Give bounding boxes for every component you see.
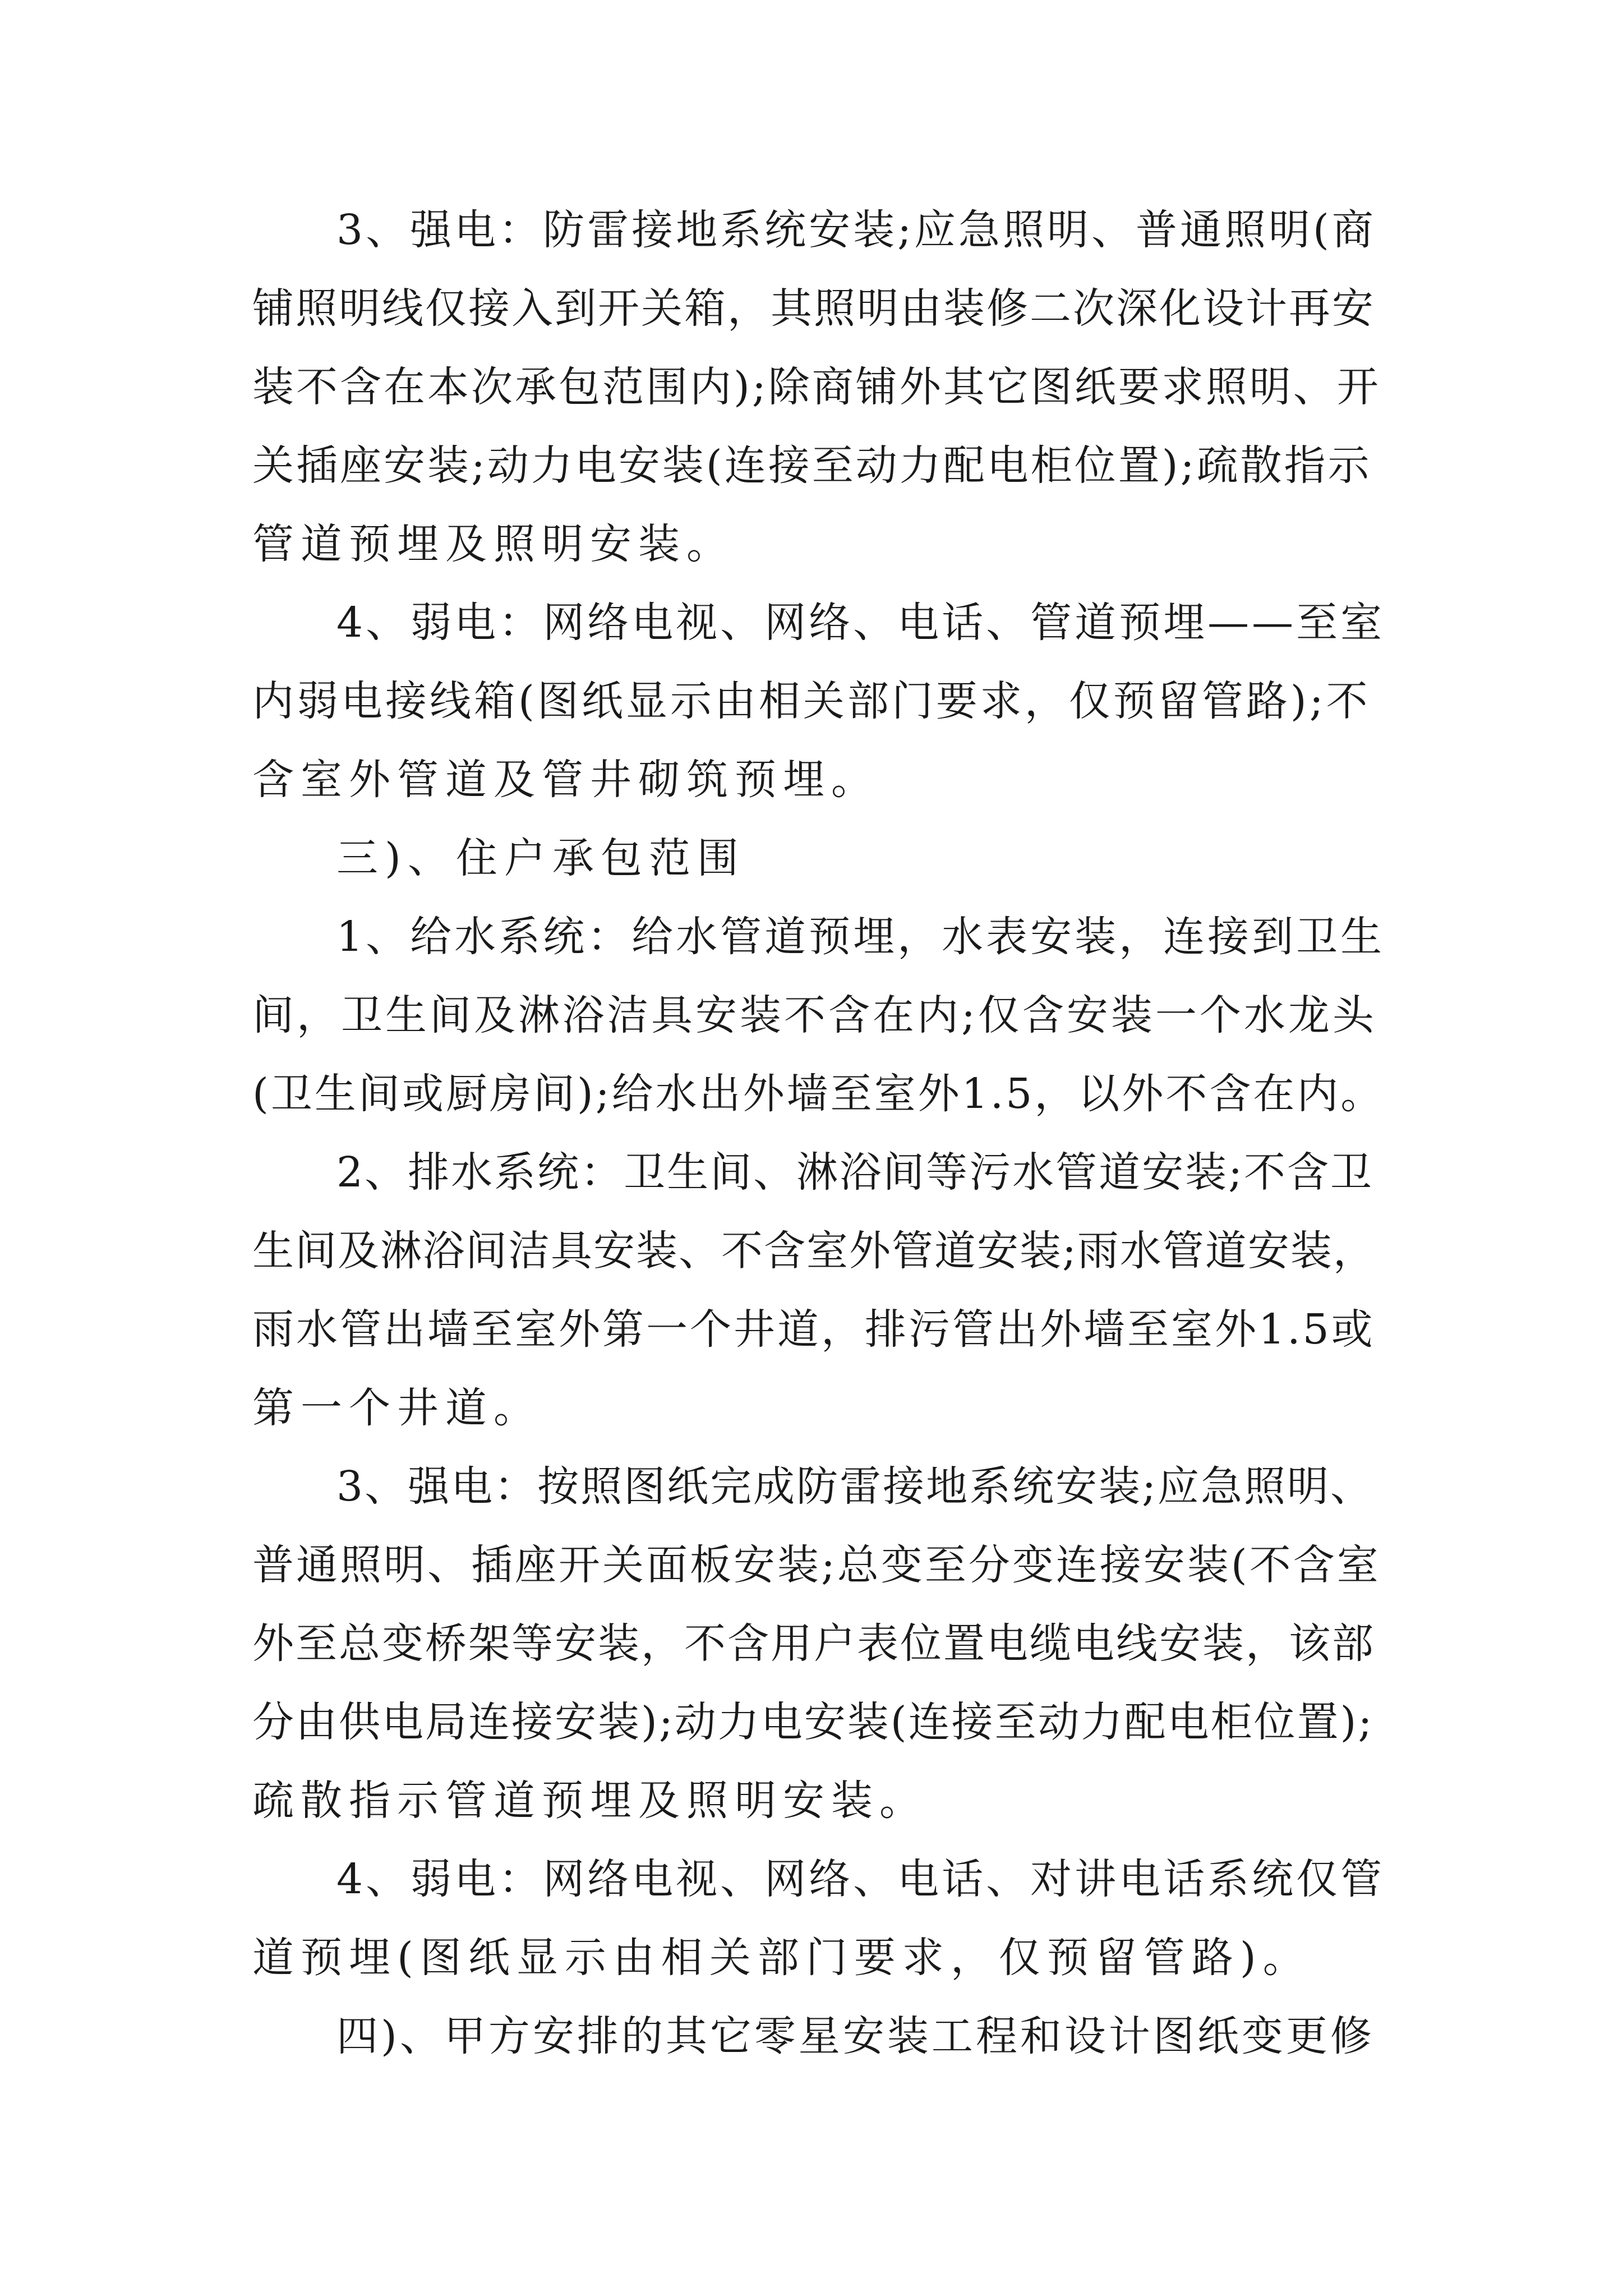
- text-line: 普通照明、插座开关面板安装;总变至分变连接安装(不含室: [252, 1541, 1381, 1589]
- text-line: 3、强电：按照图纸完成防雷接地系统安装;应急照明、: [336, 1462, 1374, 1511]
- text-line: 2、排水系统：卫生间、淋浴间等污水管道安装;不含卫: [336, 1148, 1374, 1197]
- text-line: (卫生间或厨房间);给水出外墙至室外1.5，以外不含在内。: [252, 1070, 1385, 1118]
- text-line: 装不含在本次承包范围内);除商铺外其它图纸要求照明、开: [252, 363, 1381, 411]
- text-line: 1、给水系统：给水管道预埋，水表安装，连接到卫生: [336, 913, 1385, 961]
- text-line: 内弱电接线箱(图纸显示由相关部门要求，仅预留管路);不: [252, 677, 1371, 725]
- text-line: 4、弱电：网络电视、网络、电话、对讲电话系统仅管: [336, 1855, 1385, 1903]
- text-line: 间，卫生间及淋浴洁具安装不含在内;仅含安装一个水龙头: [252, 991, 1377, 1039]
- text-line: 第一个井道。: [252, 1384, 542, 1432]
- text-line: 雨水管出墙至室外第一个井道，排污管出外墙至室外1.5或: [252, 1305, 1375, 1354]
- text-line: 关插座安装;动力电安装(连接至动力配电柜位置);疏散指示: [252, 441, 1372, 490]
- text-line: 4、弱电：网络电视、网络、电话、管道预埋——至室: [336, 599, 1385, 647]
- text-line: 含室外管道及管井砌筑预埋。: [252, 756, 879, 804]
- text-line: 3、强电：防雷接地系统安装;应急照明、普通照明(商: [336, 206, 1376, 254]
- text-line: 疏散指示管道预埋及照明安装。: [252, 1777, 928, 1825]
- section-heading: 四)、甲方安排的其它零星安装工程和设计图纸变更修: [336, 2012, 1375, 2060]
- text-line: 外至总变桥架等安装，不含用户表位置电缆电线安装，该部: [252, 1619, 1375, 1668]
- section-heading: 三)、住户承包范围: [336, 834, 745, 882]
- text-line: 管道预埋及照明安装。: [252, 520, 735, 568]
- text-line: 生间及淋浴间洁具安装、不含室外管道安装;雨水管道安装，: [252, 1227, 1376, 1275]
- text-line: 道预埋(图纸显示由相关部门要求，仅预留管路)。: [252, 1934, 1311, 1982]
- text-line: 分由供电局连接安装);动力电安装(连接至动力配电柜位置);: [252, 1698, 1374, 1746]
- text-line: 铺照明线仅接入到开关箱，其照明由装修二次深化设计再安: [252, 284, 1375, 333]
